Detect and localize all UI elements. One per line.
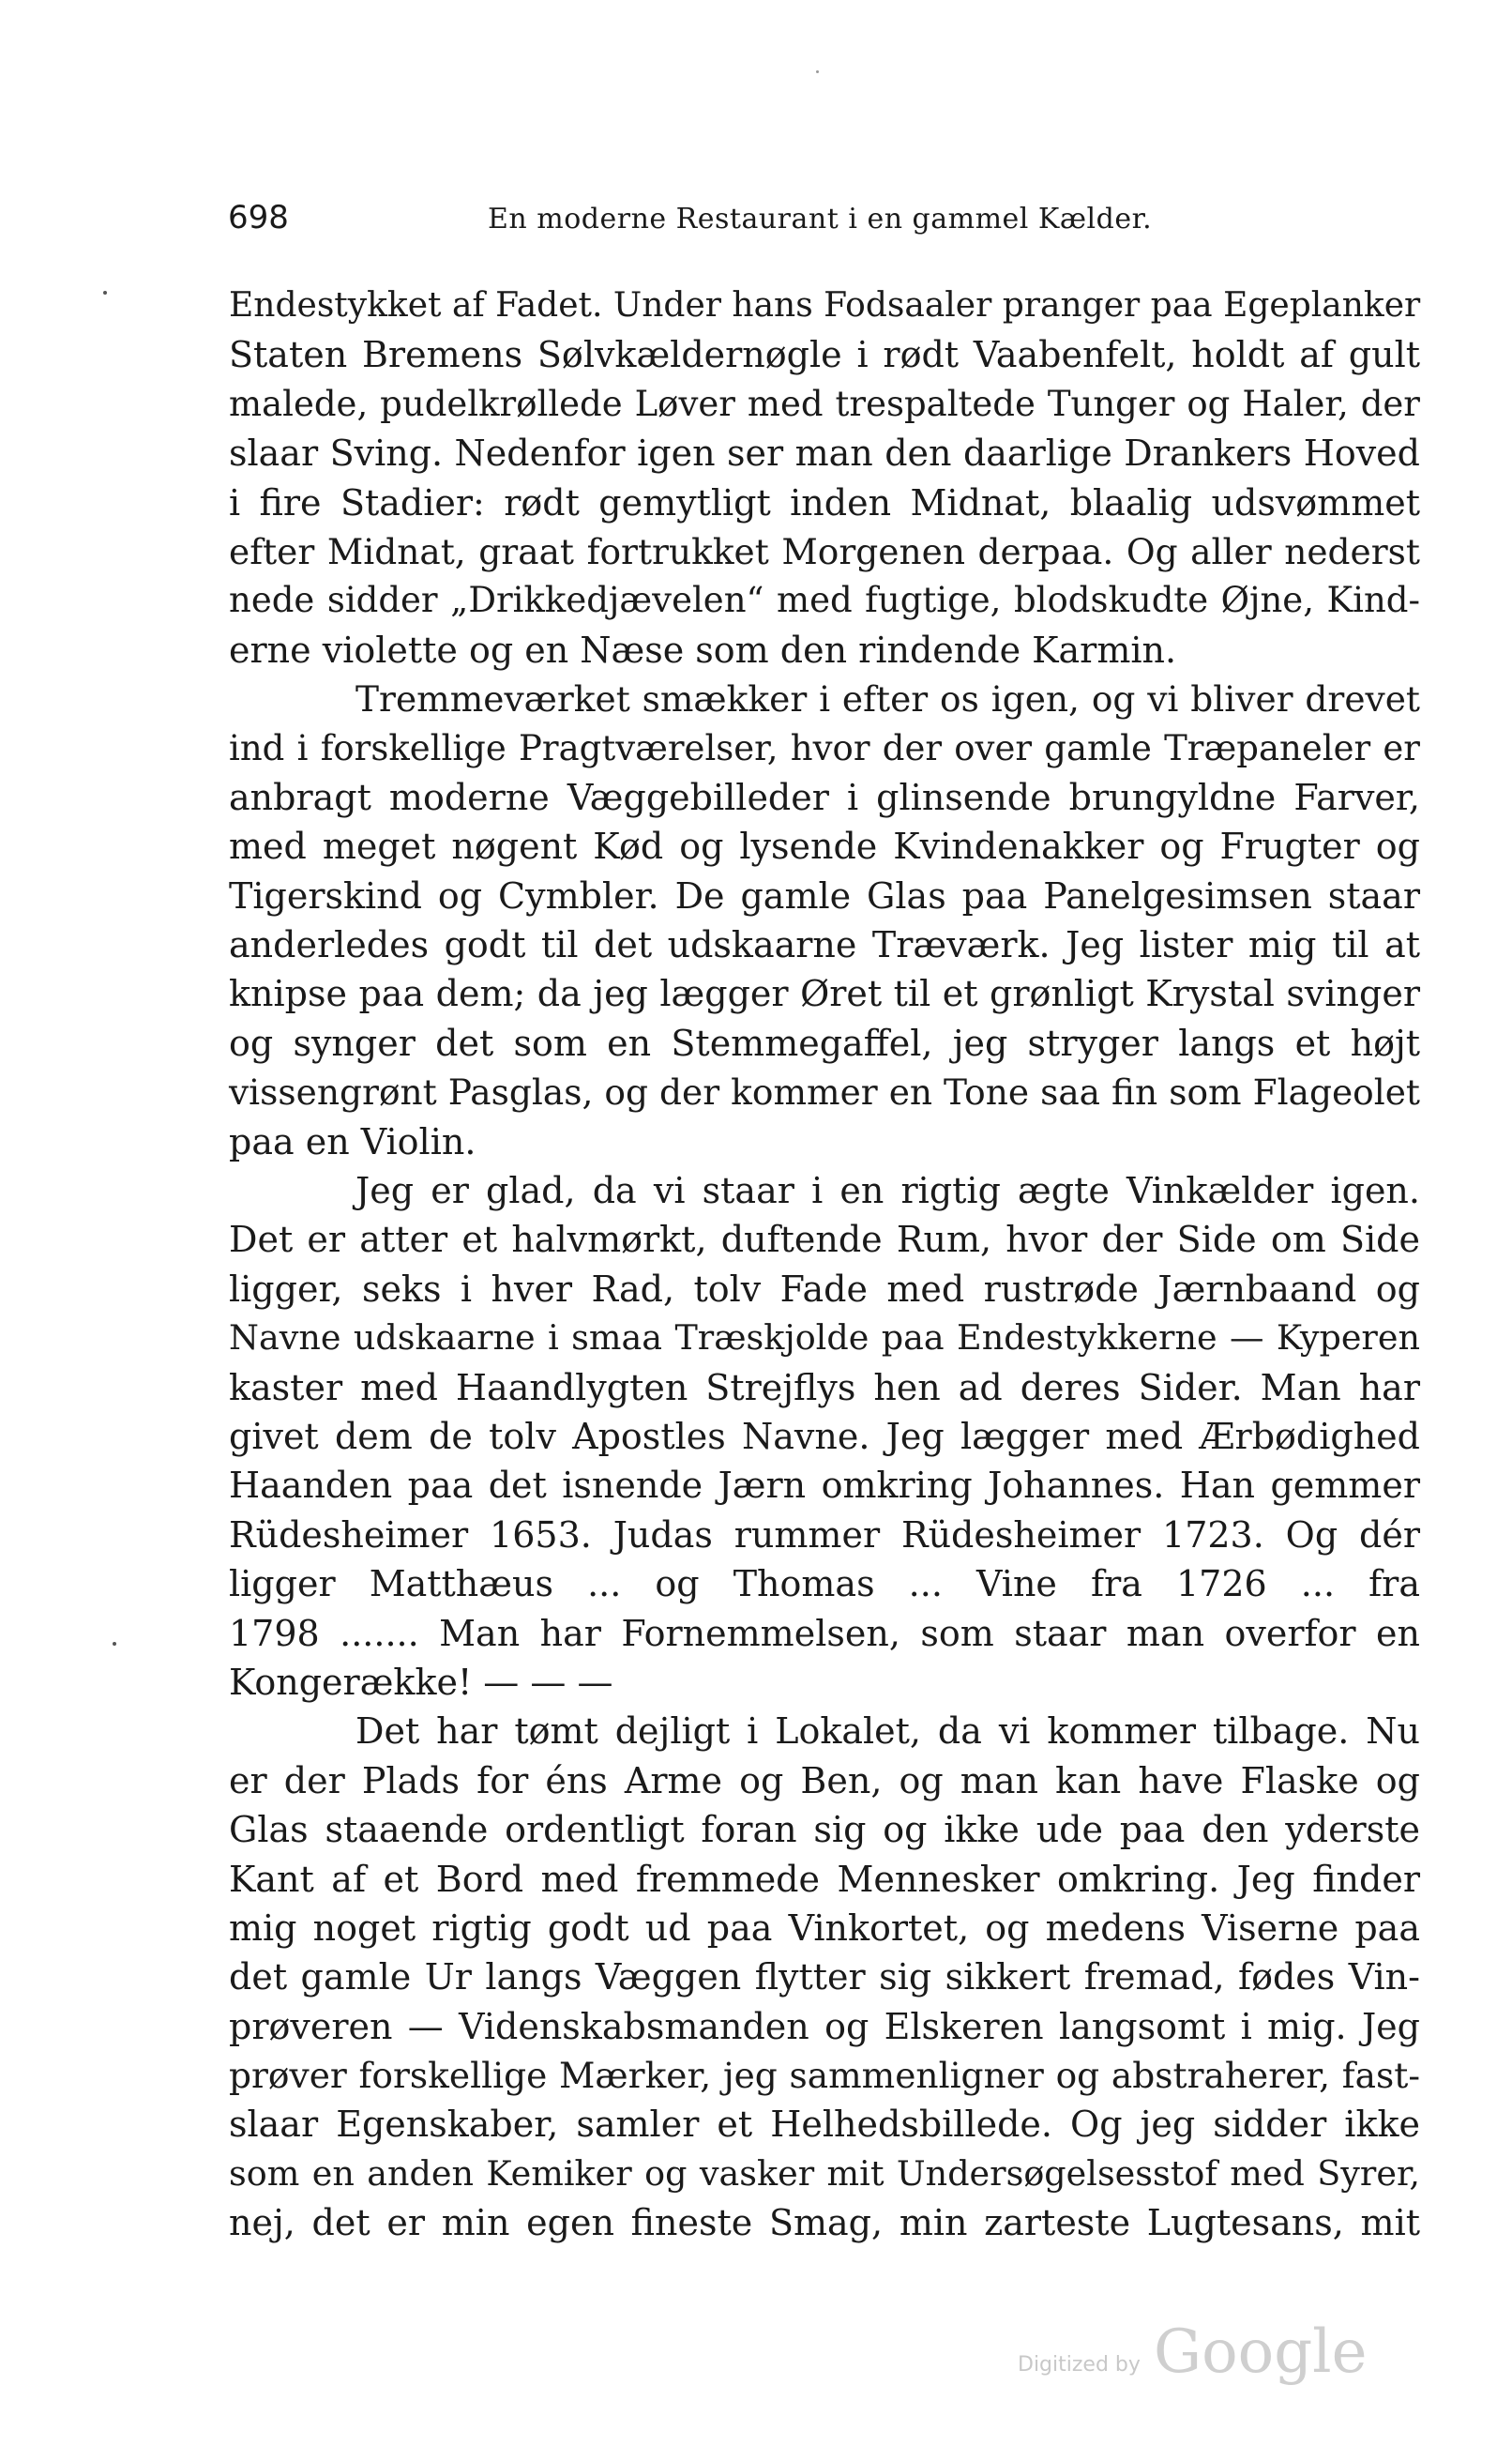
scan-speck — [103, 291, 107, 295]
text-line: givet dem de tolv Apostles Navne. Jeg lægger med Ærbødighed — [229, 1415, 1420, 1457]
text-line: ind i forskellige Pragtværelser, hvor der over gamle Træpaneler er — [229, 727, 1420, 768]
text-line: det gamle Ur langs Væggen flytter sig sikkert fremad, fødes Vin- — [229, 1956, 1420, 1998]
text-line: prøveren — Videnskabsmanden og Elskeren langsomt i mig. Jeg — [229, 2005, 1420, 2047]
scan-speck — [113, 1642, 116, 1646]
text-line: Glas staaende ordentligt foran sig og ikke ude paa den yderste — [229, 1809, 1420, 1851]
text-line: knipse paa dem; da jeg lægger Øret til et grønligt Krystal svinger — [229, 973, 1420, 1015]
text-line: er der Plads for éns Arme og Ben, og man kan have Flaske og — [229, 1759, 1420, 1801]
text-line: som en anden Kemiker og vasker mit Undersøgelsesstof med Syrer, — [229, 2152, 1420, 2194]
text-line: Det har tømt dejligt i Lokalet, da vi kommer tilbage. Nu — [355, 1710, 1420, 1753]
text-line: nej, det er min egen fineste Smag, min zarteste Lugtesans, mit — [229, 2202, 1420, 2244]
text-line: erne violette og en Næse som den rindende Karmin. — [229, 629, 1177, 671]
text-line: anbragt moderne Væggebilleder i glinsende brungyldne Farver, — [229, 776, 1420, 818]
text-line: 1798 ....... Man har Fornemmelsen, som staar man overfor en — [229, 1612, 1420, 1654]
text-line: slaar Egenskaber, samler et Helhedsbillede. Og jeg sidder ikke — [229, 2104, 1420, 2146]
text-line: Jeg er glad, da vi staar i en rigtig ægte Vinkælder igen. — [355, 1170, 1420, 1212]
page-number: 698 — [228, 199, 289, 236]
text-line: Tigerskind og Cymbler. De gamle Glas paa Panelgesimsen staar — [229, 874, 1420, 917]
text-line: i fire Stadier: rødt gemytligt inden Midnat, blaalig udsvømmet — [229, 481, 1420, 524]
text-line: malede, pudelkrøllede Løver med trespaltede Tunger og Haler, der — [229, 383, 1420, 424]
page-header — [225, 199, 1416, 246]
text-line: ligger, seks i hver Rad, tolv Fade med rustrøde Jærnbaand og — [229, 1268, 1420, 1310]
text-line: prøver forskellige Mærker, jeg sammenligner og abstraherer, fast- — [229, 2055, 1420, 2097]
text-line: Rüdesheimer 1653. Judas rummer Rüdesheimer 1723. Og dér — [229, 1513, 1420, 1556]
running-head: En moderne Restaurant i en gammel Kælder. — [488, 203, 1153, 235]
text-line: kaster med Haandlygten Strejflys hen ad deres Sider. Man har — [229, 1366, 1420, 1408]
text-line: Kongerække! — — — — [229, 1661, 613, 1703]
google-logo: Google — [1154, 2317, 1368, 2387]
text-line: slaar Sving. Nedenfor igen ser man den daarlige Drankers Hoved — [229, 433, 1420, 475]
text-line: Haanden paa det isnende Jærn omkring Johannes. Han gemmer — [229, 1465, 1420, 1507]
text-line: ligger Matthæus ... og Thomas ... Vine fra 1726 ... fra — [229, 1563, 1420, 1605]
text-line: Tremmeværket smækker i efter os igen, og vi bliver drevet — [355, 678, 1420, 721]
text-line: Staten Bremens Sølvkældernøgle i rødt Vaabenfelt, holdt af gult — [229, 334, 1420, 376]
text-line: Det er atter et halvmørkt, duftende Rum, hvor der Side om Side — [229, 1219, 1420, 1261]
text-line: vissengrønt Pasglas, og der kommer en Tone saa fin som Flageolet — [229, 1071, 1420, 1114]
text-line: efter Midnat, graat fortrukket Morgenen derpaa. Og aller nederst — [229, 530, 1420, 572]
text-line: anderledes godt til det udskaarne Træværk. Jeg lister mig til at — [229, 924, 1420, 966]
scan-speck — [816, 70, 819, 73]
text-line: mig noget rigtig godt ud paa Vinkortet, og medens Viserne paa — [229, 1907, 1420, 1949]
text-line: nede sidder „Drikkedjævelen“ med fugtige, blodskudte Øjne, Kind- — [229, 580, 1420, 621]
text-line: og synger det som en Stemmegaffel, jeg stryger langs et højt — [229, 1022, 1420, 1064]
body-text — [229, 281, 1420, 2248]
text-line: Endestykket af Fadet. Under hans Fodsaaler pranger paa Egeplanker — [229, 286, 1421, 325]
text-line: paa en Violin. — [229, 1120, 476, 1162]
text-line: Kant af et Bord med fremmede Mennesker omkring. Jeg finder — [229, 1858, 1420, 1900]
digitized-by-label: Digitized by — [1018, 2353, 1141, 2377]
text-line: Navne udskaarne i smaa Træskjolde paa Endestykkerne — Kyperen — [229, 1317, 1420, 1359]
text-line: med meget nøgent Kød og lysende Kvindenakker og Frugter og — [229, 826, 1420, 868]
digitization-watermark — [1018, 2317, 1368, 2393]
